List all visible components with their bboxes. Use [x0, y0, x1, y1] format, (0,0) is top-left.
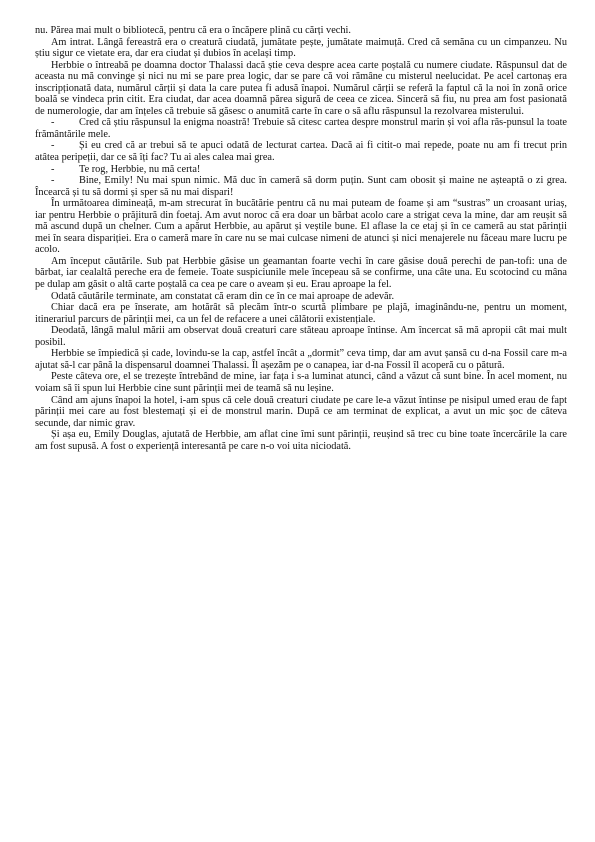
dialogue-line — [35, 175, 567, 198]
paragraph: Am intrat. Lângă fereastră era o creatură ciudată, jumătate pește, jumătate maimuță. Cred că semăna cu un cimpanzeu. Nu știu sigur ce vietate era, dar era ciudat și dubios în același timp. — [35, 36, 567, 60]
dialogue-dash: - — [51, 175, 55, 187]
dialogue-line — [35, 117, 567, 140]
dialogue-text: Te rog, Herbbie, nu mă certa! — [79, 163, 201, 175]
dialogue-text: Și eu cred că ar trebui să te apuci odată de lecturat cartea. Dacă ai fi citit-o mai repede, poate nu am fi trecut prin atâtea peripeții, dar ce să îți fac? Tu ai ales calea mai grea. — [35, 140, 567, 164]
dialogue-dash: - — [51, 117, 55, 129]
dialogue-line — [35, 164, 567, 176]
dialogue-text: Bine, Emily! Nu mai spun nimic. Mă duc în cameră să dorm puțin. Sunt cam obosit și maine ne așteaptă o zi grea. Încearcă și tu să dormi și sper să nu mai dispari! — [35, 175, 567, 198]
paragraph: Herbbie se împiedică și cade, lovindu-se la cap, astfel încât a „dormit” ceva timp, dar am avut șansă cu d-na Fossil care m-a ajutat să-l car până la dispensarul doamnei Thalassi. Îl așezăm pe o canapea, iar d-na Fossil îl acoperă cu o pătură. — [35, 348, 567, 371]
document-page — [35, 25, 567, 452]
paragraph: Peste câteva ore, el se trezește întrebând de mine, iar fața i s-a luminat atunci, când a văzut că sunt bine. În acel moment, nu voiam să îi spun lui Herbbie cine sunt părinții mei de teamă să nu leșine. — [35, 371, 567, 394]
dialogue-dash: - — [51, 140, 55, 152]
paragraph: Deodată, lângă malul mării am observat două creaturi care stăteau aproape întinse. Am încercat să mă apropii cât mai mult posibil. — [35, 325, 567, 348]
dialogue-dash: - — [51, 163, 55, 175]
paragraph: Chiar dacă era pe înserate, am hotărât să plecăm într-o scurtă plimbare pe plajă, imaginându-ne, pentru un moment, itinerariul parcurs de părinții mei, ca un fel de refacere a unei călătorii existențiale. — [35, 302, 567, 325]
paragraph: nu. Părea mai mult o bibliotecă, pentru că era o încăpere plină cu cărți vechi. — [35, 25, 351, 36]
dialogue-line — [35, 140, 567, 163]
paragraph: Și așa eu, Emily Douglas, ajutată de Herbbie, am aflat cine îmi sunt părinții, reușind să trec cu bine toate încercările la care am fost supusă. A fost o experiență interesantă pe care n-o voi uita niciodată. — [35, 429, 567, 452]
dialogue-text: Cred că știu răspunsul la enigma noastră! Trebuie să citesc cartea despre monstrul marin și voi afla răs-punsul la toate frământările mele. — [35, 117, 567, 140]
paragraph: Am început căutările. Sub pat Herbbie găsise un geamantan foarte vechi în care găsise două perechi de pan-tofi: una de bărbat, iar cealaltă pereche era de femeie. Toate suspiciunile mele începeau să se confirme, una câte una. Eu scotocind cu mâna pe dulap am găsit o altă carte poștală ca cea pe care o aveam și eu. Erau aproape la fel. — [35, 255, 567, 291]
paragraph: Când am ajuns înapoi la hotel, i-am spus că cele două creaturi ciudate pe care le-a văzut întinse pe nisipul umed erau de fapt părinții mei care au fost blestemați și ei de monstrul marin. După ce am terminat de explicat, a avut un mic șoc de câteva secunde, dar nimic grav. — [35, 394, 567, 429]
paragraph: Odată căutările terminate, am constatat că eram din ce în ce mai aproape de adevăr. — [51, 290, 395, 302]
paragraph: În următoarea dimineață, m-am strecurat în bucătărie pentru că nu mai puteam de foame și am “sustras” un croasant uriaș, iar pentru Herbbie o prăjitură din foetaj. Am avut noroc că era doar un bărbat acolo care a strigat ceva la mine, dar am reușit să mă ascund după un chelner. Cum a apărut Herbbie, au apărut și veștile bune. El aflase la ce etaj și în ce cameră au stat părinții mei în seara dispariției. Era o cameră mare în care nu se mai culcase nimeni de atunci și nici menajerele nu făceau mare lucru pe acolo. — [35, 198, 567, 256]
paragraph: Herbbie o întreabă pe doamna doctor Thalassi dacă știe ceva despre acea carte poștală cu numere ciudate. Răspunsul dat de aceasta nu mă convinge și nici nu mi se pare prea logic, dar se pare că voi rămâne cu misterul neelucidat. Pe acel cartonaș era inscripționată data, numărul cărții și data la care putea fi adusă înapoi. Numărul cărții se referă la faptul că la noi în zonă orice boală se vindeca prin citit. Era ciudat, dar acea doamnă părea sigură de ceea ce zicea. Sinceră să fiu, nu prea am fost pasionată de numerologie, dar am înțeles că trebuie să găsesc o anumită carte în care o să aflu răspunsul la rezolvarea misterului. — [35, 59, 567, 117]
